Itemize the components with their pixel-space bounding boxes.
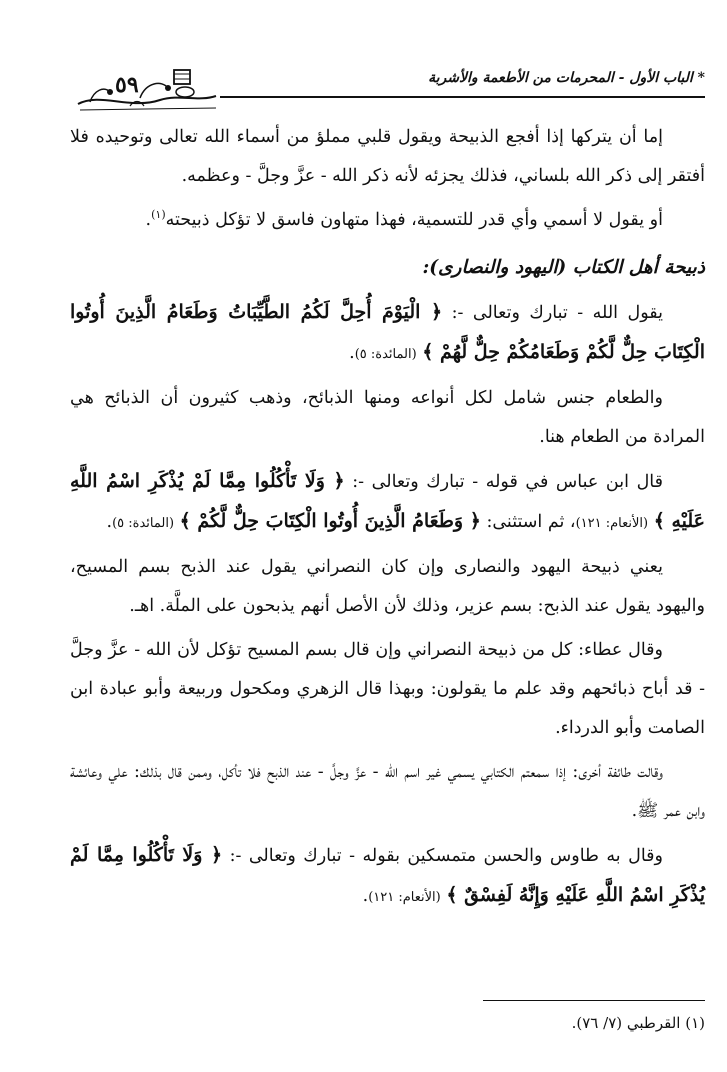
running-title: * الباب الأول - المحرمات من الأطعمة والأشربة bbox=[428, 70, 705, 86]
paragraph-end: . bbox=[349, 343, 355, 363]
paragraph-text: وقالت طائفة أخرى: إذا سمعتم الكتابي يسمي غير اسم الله - عزَّ وجلَّ - عند الذبح فلا تأكل، وممن قال بذلك: علي وعائشة وابن عمر ﷺ. bbox=[70, 762, 705, 821]
quran-verse: ﴿ وَطَعَامُ الَّذِينَ أُوتُوا الْكِتَابَ حِلٌّ لَّكُمْ ﴾ bbox=[179, 510, 481, 532]
paragraph-text: وقال عطاء: كل من ذبيحة النصراني وإن قال بسم المسيح تؤكل لأن الله - عزَّ وجلَّ - قد أباح ذبائحهم وقد علم ما يقولون: وبهذا قال الزهري ومكحول وربيعة وأبو عبادة ابن الصامت وأبو الدرداء. bbox=[70, 640, 705, 738]
paragraph-end: . bbox=[362, 886, 369, 906]
paragraph-text: يقول الله - تبارك وتعالى -: bbox=[451, 303, 663, 323]
main-text bbox=[70, 118, 705, 922]
quran-verse: ﴿ وَلَا تَأْكُلُوا مِمَّا لَمْ يُذْكَرِ اسْمُ اللَّهِ عَلَيْهِ وَإِنَّهُ لَفِسْقٌ ﴾ bbox=[70, 844, 705, 906]
footnote: (١) القرطبي (٧/ ٧٦). bbox=[571, 1014, 705, 1032]
paragraph bbox=[70, 379, 705, 457]
verse-reference: (المائدة: ٥) bbox=[112, 516, 175, 531]
quran-verse: ﴿ الْيَوْمَ أُحِلَّ لَكُمُ الطَّيِّبَاتُ وَطَعَامُ الَّذِينَ أُوتُوا الْكِتَابَ حِلٌّ لَّكُمْ وَطَعَامُكُمْ حِلٌّ لَّهُمْ ﴾ bbox=[70, 301, 705, 363]
verse-reference: (المائدة: ٥) bbox=[354, 347, 417, 362]
paragraph-text: وقال به طاوس والحسن متمسكين بقوله - تبارك وتعالى -: bbox=[229, 846, 663, 866]
verse-reference: (الأنعام: ١٢١) bbox=[575, 516, 649, 531]
page-number: ٥٩ bbox=[115, 72, 139, 98]
paragraph-text: والطعام جنس شامل لكل أنواعه ومنها الذبائح، وذهب كثيرون أن الذبائح هي المرادة من الطعام هنا. bbox=[70, 388, 705, 447]
paragraph-text: قال ابن عباس في قوله - تبارك وتعالى -: bbox=[352, 472, 663, 492]
header-rule bbox=[220, 96, 705, 98]
footnote-rule bbox=[483, 1000, 705, 1001]
paragraph bbox=[70, 293, 705, 374]
paragraph-end: . bbox=[145, 210, 152, 230]
paragraph bbox=[70, 753, 705, 831]
paragraph bbox=[70, 548, 705, 626]
paragraph-text: ، ثم استثنى: bbox=[486, 512, 576, 532]
paragraph-end: . bbox=[106, 512, 113, 532]
verse-reference: (الأنعام: ١٢١) bbox=[368, 890, 441, 905]
quran-verse: ﴿ وَلَا تَأْكُلُوا مِمَّا لَمْ يُذْكَرِ اسْمُ اللَّهِ عَلَيْهِ ﴾ bbox=[70, 470, 705, 532]
floral-ornament-icon bbox=[70, 52, 220, 116]
paragraph bbox=[70, 631, 705, 748]
footnote-marker: (١) bbox=[151, 208, 166, 222]
paragraph-text: أو يقول لا أسمي وأي قدر للتسمية، فهذا متهاون فاسق لا تؤكل ذبيحته bbox=[165, 210, 663, 230]
paragraph-text: إما أن يتركها إذا أفجع الذبيحة ويقول قلبي مملؤ من أسماء الله تعالى وتوحيده فلا أفتقر إلى ذكر الله بلساني، فذلك يجزئه لأنه ذكر الله - عزَّ وجلَّ - وعظمه. bbox=[70, 127, 705, 186]
paragraph bbox=[70, 462, 705, 543]
section-heading: ذبيحة أهل الكتاب (اليهود والنصارى): bbox=[422, 257, 705, 278]
page-header bbox=[70, 52, 705, 116]
paragraph bbox=[70, 836, 705, 917]
paragraph-text: يعني ذبيحة اليهود والنصارى وإن كان النصراني يقول عند الذبح بسم المسيح، واليهود يقول عند الذبح: بسم عزير، وذلك لأن الأصل أنهم يذبحون على الملَّة. اهـ. bbox=[70, 557, 705, 616]
paragraph bbox=[70, 118, 705, 196]
paragraph bbox=[70, 201, 705, 240]
